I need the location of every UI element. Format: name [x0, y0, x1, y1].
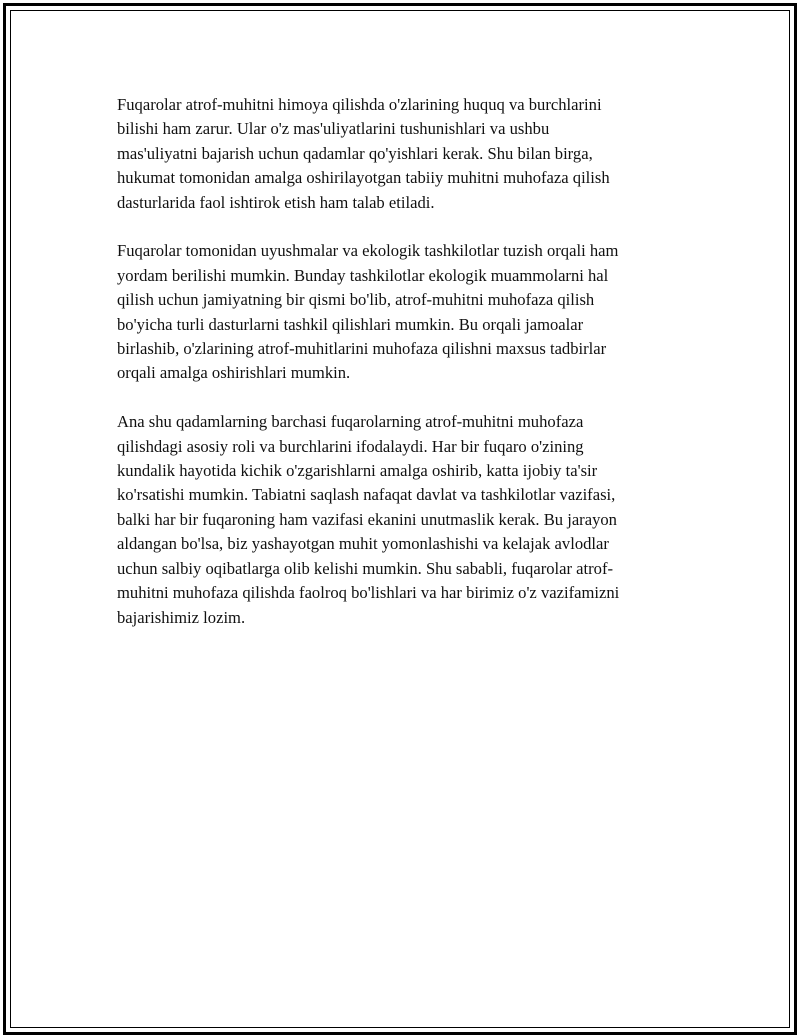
document-body: [117, 93, 687, 654]
paragraph: Ana shu qadamlarning barchasi fuqarolarning atrof-muhitni muhofaza qilishdagi asosiy roli va burchlarini ifodalaydi. Har bir fuqaro o'zining kundalik hayotida kichik o'zgarishlarni amalga oshirib, katta ijobiy ta'sir ko'rsatishi mumkin. Tabiatni saqlash nafaqat davlat va tashkilotlar vazifasi, balki har bir fuqaroning ham vazifasi ekanini unutmaslik kerak. Bu jarayon aldangan bo'lsa, biz yashayotgan muhit yomonlashishi va kelajak avlodlar uchun salbiy oqibatlarga olib kelishi mumkin. Shu sababli, fuqarolar atrof- muhitni muhofaza qilishda faolroq bo'lishlari va har birimiz o'z vazifamizni bajarishimiz lozim.: [117, 412, 620, 627]
paragraph: Fuqarolar atrof-muhitni himoya qilishda o'zlarining huquq va burchlarini bilishi ham zarur. Ular o'z mas'uliyatlarini tushunishlari va ushbu mas'uliyatni bajarish uchun qadamlar qo'yishlari kerak. Shu bilan birga, hukumat tomonidan amalga oshirilayotgan tabiiy muhitni muhofaza qilish dasturlarida faol ishtirok etish ham talab etiladi.: [117, 95, 610, 212]
paragraph: Fuqarolar tomonidan uyushmalar va ekologik tashkilotlar tuzish orqali ham yordam berilishi mumkin. Bunday tashkilotlar ekologik muammolarni hal qilish uchun jamiyatning bir qismi bo'lib, atrof-muhitni muhofaza qilish bo'yicha turli dasturlarni tashkil qilishlari mumkin. Bu orqali jamoalar birlashib, o'zlarining atrof-muhitlarini muhofaza qilishni maxsus tadbirlar orqali amalga oshirishlari mumkin.: [117, 241, 619, 383]
